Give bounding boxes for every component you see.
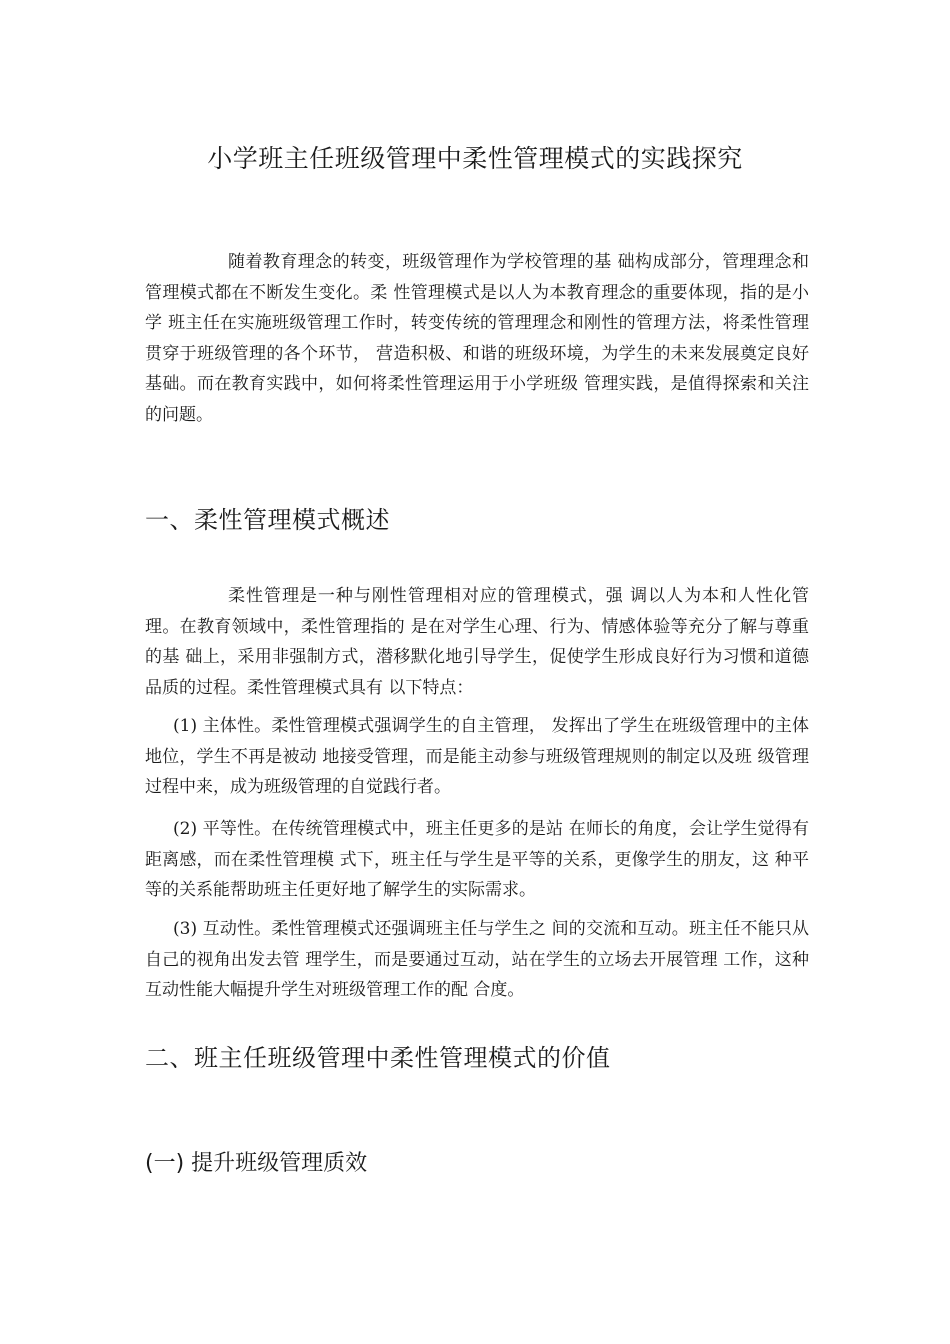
section-1-paragraph: 柔性管理是一种与刚性管理相对应的管理模式，强 调以人为本和人性化管理。在教育领域中，柔性管理指的 是在对学生心理、行为、情感体验等充分了解与尊重的基 础上，采用非强制方式，潜移默化地引导学生，促使学生形成良好行为习惯和道德品质的过程。柔性管理模式具有 以下特点： <box>145 586 809 698</box>
document-title: 小学班主任班级管理中柔性管理模式的实践探究 <box>207 144 743 173</box>
section-1-heading: 一、柔性管理模式概述 <box>145 506 390 534</box>
feature-item-subjectivity: (1) 主体性。柔性管理模式强调学生的自主管理， 发挥出了学生在班级管理中的主体地位，学生不再是被动 地接受管理，而是能主动参与班级管理规则的制定以及班 级管理过程中来，成为班级管理的自觉践行者。 <box>145 716 809 797</box>
section-2-heading: 二、班主任班级管理中柔性管理模式的价值 <box>145 1044 611 1072</box>
feature-item-equality: (2) 平等性。在传统管理模式中，班主任更多的是站 在师长的角度，会让学生觉得有距离感，而在柔性管理模 式下，班主任与学生是平等的关系，更像学生的朋友，这 种平等的关系能帮助班主任更好地了解学生的实际需求。 <box>145 819 809 900</box>
intro-paragraph: 随着教育理念的转变，班级管理作为学校管理的基 础构成部分，管理理念和管理模式都在不断发生变化。柔 性管理模式是以人为本教育理念的重要体现，指的是小学 班主任在实施班级管理工作时，转变传统的管理理念和刚性的管理方法，将柔性管理贯穿于班级管理的各个环节， 营造积极、和谐的班级环境，为学生的未来发展奠定良好 基础。而在教育实践中，如何将柔性管理运用于小学班级 管理实践，是值得探索和关注的问题。 <box>145 252 815 425</box>
feature-item-interactivity: (3) 互动性。柔性管理模式还强调班主任与学生之 间的交流和互动。班主任不能只从自己的视角出发去管 理学生，而是要通过互动，站在学生的立场去开展管理 工作，这种互动性能大幅提升学生对班级管理工作的配 合度。 <box>145 919 809 1000</box>
section-2-subheading: (一) 提升班级管理质效 <box>145 1151 368 1176</box>
